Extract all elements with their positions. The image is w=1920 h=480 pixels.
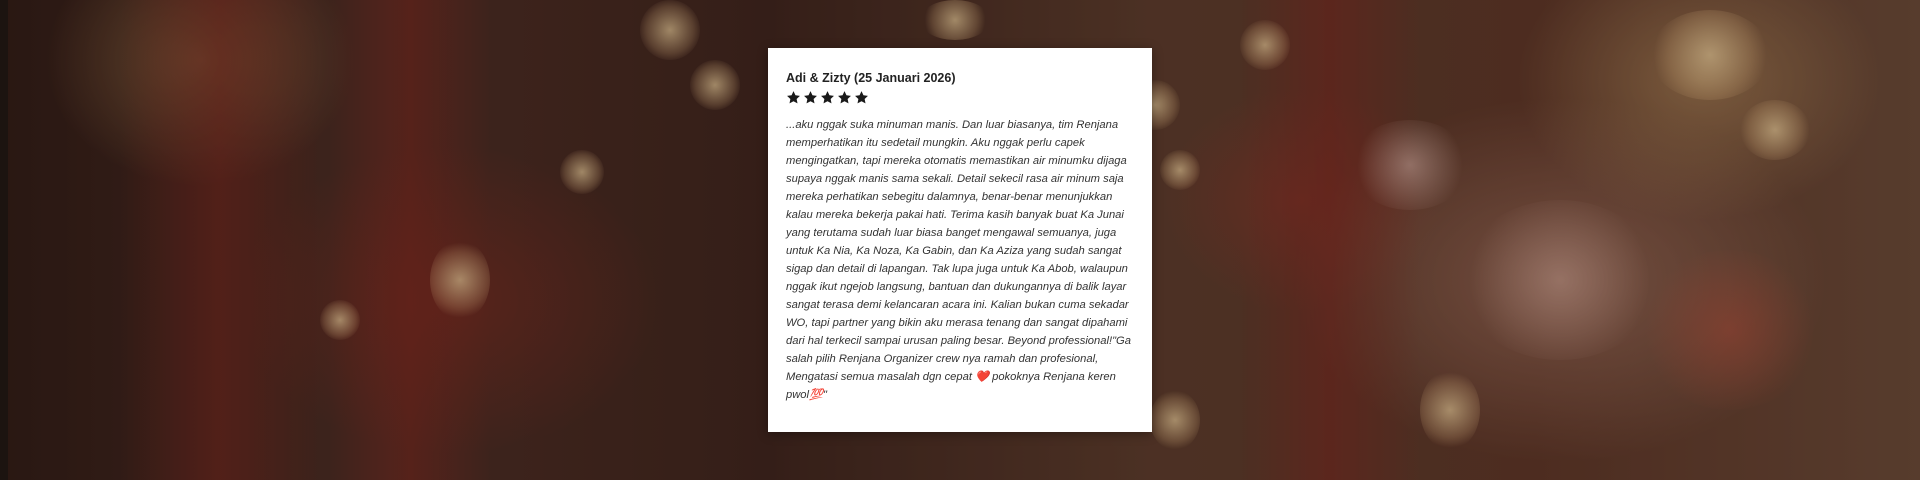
star-icon (837, 90, 852, 105)
star-icon (803, 90, 818, 105)
review-card (768, 48, 1152, 432)
review-text: ...aku nggak suka minuman manis. Dan luar biasanya, tim Renjana memperhatikan itu sedetail mungkin. Aku nggak perlu capek mengingatkan, tapi mereka otomatis memastikan air minumku dijaga supaya nggak manis sama sekali. Detail sekecil rasa air minum saja mereka perhatikan sebegitu dalamnya, benar-benar menunjukkan kalau mereka bekerja pakai hati. Terima kasih banyak buat Ka Junai yang terutama sudah luar biasa banget mengawal semuanya, juga untuk Ka Nia, Ka Noza, Ka Gabin, dan Ka Aziza yang sudah sangat sigap dan detail di lapangan. Tak lupa juga untuk Ka Abob, walaupun nggak ikut ngejob langsung, bantuan dan dukungannya di balik layar sangat terasa demi kelancaran acara ini. Kalian bukan cuma sekadar WO, tapi partner yang bikin aku merasa tenang dan sangat dipahami dari hal terkecil sampai urusan paling besar. Beyond professional!"Ga salah pilih Renjana Organizer crew nya ramah dan profesional, Mengatasi semua masalah dgn cepat ❤️ pokoknya Renjana keren pwol💯" (786, 119, 1131, 401)
star-icon (820, 90, 835, 105)
review-title: Adi & Zizty (25 Januari 2026) (786, 71, 956, 85)
star-rating (786, 90, 1134, 108)
star-icon (854, 90, 869, 105)
left-border (0, 0, 8, 480)
star-icon (786, 90, 801, 105)
